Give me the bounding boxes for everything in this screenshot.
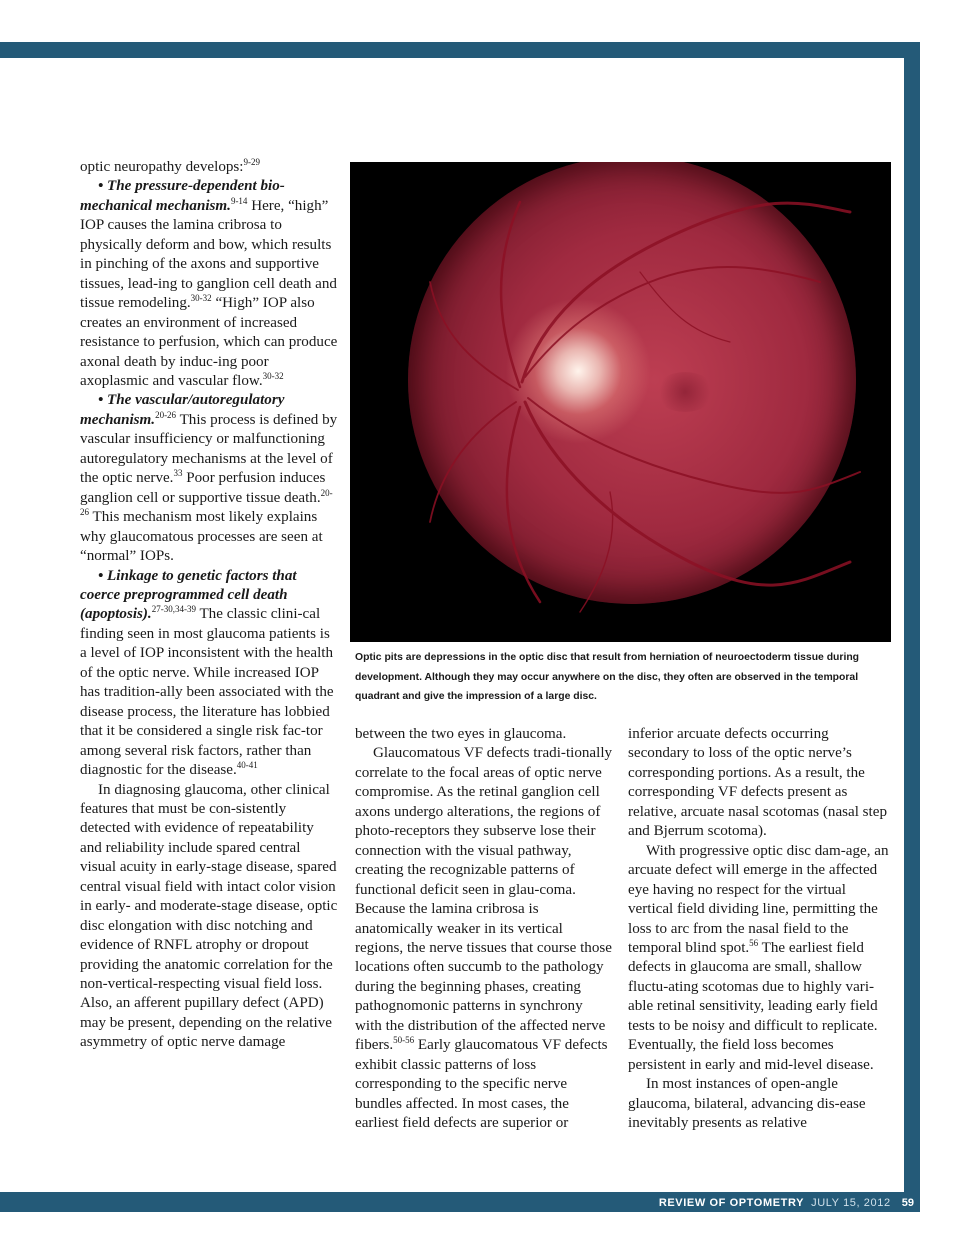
- page-number: 59: [901, 1197, 914, 1209]
- paragraph: With progressive optic disc dam-age, an arcuate defect will emerge in the affected eye having no respect for the virtual vertical field dividing line, permitting the loss to arc from the nasal field to the temporal blind spot.$^{56}$ The earliest field defects in glaucoma are small, shallow fluctu-ating scotomas due to highly vari-able retinal sensitivity, leading early field tests to be noisy and difficult to replicate. Eventually, the field loss becomes persistent in early and mid-level disease.: [628, 842, 889, 1073]
- text-column-3: [628, 725, 890, 1134]
- paragraph: Glaucomatous VF defects tradi-tionally correlate to the focal areas of optic nerve compromise. As the retinal ganglion cell axons undergo alterations, the regions of photo-receptors they subserve lose their connection with the visual pathway, creating the recognizable patterns of functional deficit seen in glau-coma. Because the lamina cribrosa is anatomically weaker in its vertical regions, the nerve tissues that course those locations often succumb to the pathology during the beginning phases, creating pathognomonic patterns in synchrony with the distribution of the affected nerve fibers.$^{50-56}$ Early glaucomatous VF defects exhibit classic patterns of loss corresponding to the specific nerve bundles affected. In most cases, the earliest field defects are superior or: [355, 745, 613, 1132]
- paragraph: optic neuropathy develops:$^{9-29}$: [80, 157, 260, 175]
- footer-date: JULY 15, 2012: [811, 1197, 891, 1209]
- figure-caption: Optic pits are depressions in the optic disc that result from herniation of neuroectoderm tissue during development. Although they may occur anywhere on the disc, they often are observed in the temporal quadrant and give the impression of a large disc.: [355, 652, 860, 703]
- text-column-2: [355, 725, 613, 1134]
- paragraph: In diagnosing glaucoma, other clinical features that must be con-sistently detected with evidence of repeatability and reliability include spared central visual acuity in early-stage disease, spared central visual field with intact color vision in early- and moderate-stage disease, optic disc elongation with disc notching and evidence of RNFL atrophy or dropout providing the anatomic correlation for the non-vertical-respecting visual field loss. Also, an afferent pupillary defect (APD) may be present, depending on the relative asymmetry of optic nerve damage: [80, 781, 338, 1051]
- footer-magazine: REVIEW OF OPTOMETRY: [658, 1197, 805, 1209]
- paragraph: • Linkage to genetic factors that coerce preprogrammed cell death (apoptosis).$^{27-30,34-39}$ The classic clini-cal finding seen in most glaucoma patients is a level of IOP inconsistent with the health of the optic nerve. While increased IOP has tradition-ally been associated with the disease process, the literature has lobbied that it be considered a single risk fac-tor among several risk factors, rather than diagnostic for the disease.$^{40-41}$: [80, 567, 334, 779]
- text-column-1: [80, 158, 338, 1053]
- paragraph: • The pressure-dependent bio-mechanical mechanism.$^{9-14}$ Here, “high” IOP causes the lamina cribrosa to physically deform and bow, which results in pinching of the axons and supportive tissues, lead-ing to ganglion cell death and tissue remodeling.$^{30-32}$ “High” IOP also creates an environment of increased resistance to perfusion, which can produce axonal death by induc-ing poor axoplasmic and vascular flow.$^{30-32}$: [80, 178, 338, 389]
- paragraph: inferior arcuate defects occurring secondary to loss of the optic nerve’s corresponding portions. As a result, the corresponding VF defects present as relative, arcuate nasal scotomas (nasal step and Bjerrum scotoma).: [628, 726, 887, 840]
- right-border-bar: [904, 42, 920, 1202]
- paragraph: In most instances of open-angle glaucoma, bilateral, advancing dis-ease inevitably presents as relative: [628, 1076, 866, 1132]
- top-border-bar: [0, 42, 920, 58]
- page-footer: [659, 1194, 914, 1212]
- retinal-vessels-illustration: [350, 162, 891, 642]
- paragraph: • The vascular/autoregulatory mechanism.$^{20-26}$ This process is defined by vascular insufficiency or malfunctioning autoregulatory mechanisms at the level of the optic nerve.$^{33}$ Poor perfusion induces ganglion cell or supportive tissue death.$^{20-26}$ This mechanism most likely explains why glaucomatous processes are seen at “normal” IOPs.: [80, 392, 338, 565]
- fundus-photo: [350, 162, 891, 642]
- paragraph: between the two eyes in glaucoma.: [355, 726, 567, 742]
